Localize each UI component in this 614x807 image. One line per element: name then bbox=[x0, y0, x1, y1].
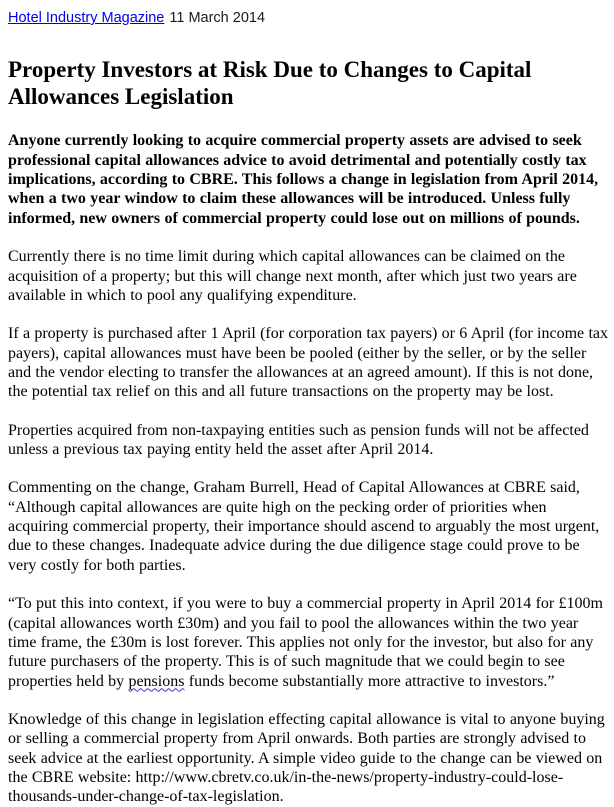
body-paragraph-current-rules: Currently there is no time limit during which capital allowances can be claimed on the acquisition of a property; but this will change next month, after which just two years are available in which to pool any qualifying expenditure. bbox=[8, 248, 577, 304]
quote-text-after: funds become substantially more attractive to investors.” bbox=[184, 672, 555, 690]
source-link[interactable]: Hotel Industry Magazine bbox=[8, 10, 165, 26]
body-paragraph-knowledge: Knowledge of this change in legislation effecting capital allowance is vital to anyone buying or selling a commercial property from April onwards. Both parties are strongly advised to seek advice at the earliest opportunity. A simple video guide to the change can be viewed on the CBRE website: http://www.cbretv.co.uk/in-the-news/property-industry-could-lose-thousands-under-change-of-tax-legislation. bbox=[8, 710, 605, 806]
spellcheck-word: pensions bbox=[128, 672, 185, 690]
quote-text-before: “To put this into context, if you were to buy a commercial property in April 2014 for £100m (capital allowances worth £30m) and you fail to pool the allowances within the two year time frame, the £30m is lost forever. This applies not only for the investor, but also for any future purchasers of the property. This is of such magnitude that we could begin to see properties held by bbox=[8, 595, 603, 690]
article-title: Property Investors at Risk Due to Changes to Capital Allowances Legislation bbox=[8, 57, 532, 109]
body-paragraph-purchase-rules: If a property is purchased after 1 April (for corporation tax payers) or 6 April (for income tax payers), capital allowances must have been be pooled (either by the seller, or by the seller and the vendor electing to transfer the allowances at an agreed amount). If this is not done, the potential tax relief on this and all future transactions on the property may be lost. bbox=[8, 325, 608, 401]
article-date: 11 March 2014 bbox=[169, 10, 266, 26]
body-paragraph-comment: Commenting on the change, Graham Burrell, Head of Capital Allowances at CBRE said, “Although capital allowances are quite high on the pecking order of priorities when acquiring commercial property, their importance should ascend to arguably the most urgent, due to these changes. Inadequate advice during the due diligence stage could prove to be very costly for both parties. bbox=[8, 479, 600, 574]
quote-paragraph bbox=[8, 594, 608, 691]
article-header bbox=[8, 10, 608, 26]
lead-paragraph: Anyone currently looking to acquire commercial property assets are advised to seek professional capital allowances advice to avoid detrimental and potentially costly tax implications, according to CBRE. This follows a change in legislation from April 2014, when a two year window to claim these allowances will be introduced. Unless fully informed, new owners of commercial property could lose out on millions of pounds. bbox=[8, 132, 599, 227]
body-paragraph-nontaxpaying: Properties acquired from non-taxpaying entities such as pension funds will not be affected unless a previous tax paying entity held the asset after April 2014. bbox=[8, 421, 589, 459]
